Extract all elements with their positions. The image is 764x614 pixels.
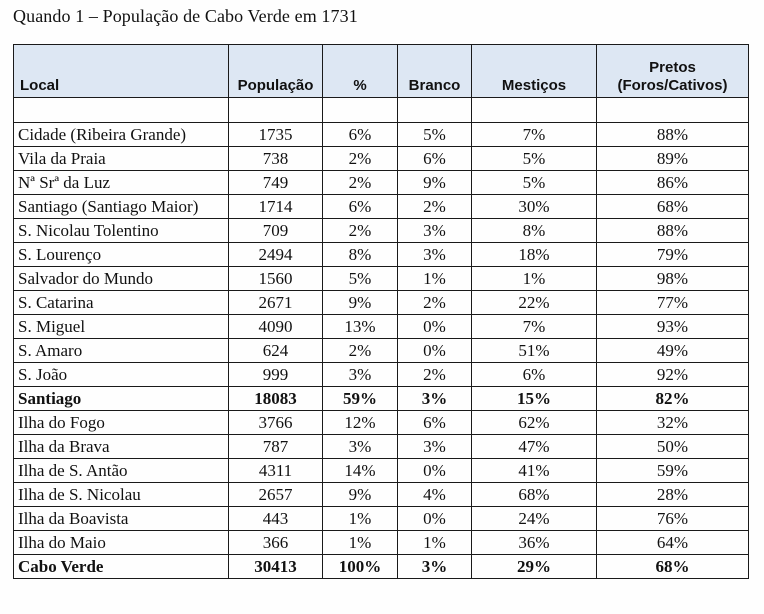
cell-percent: 2%	[323, 147, 398, 171]
cell-local: Nª Srª da Luz	[14, 171, 229, 195]
cell-pretos: 68%	[597, 195, 749, 219]
table-row	[14, 267, 749, 291]
cell-pretos: 76%	[597, 507, 749, 531]
cell-mesticos: 8%	[472, 219, 597, 243]
cell-percent: 5%	[323, 267, 398, 291]
cell-populacao: 1560	[229, 267, 323, 291]
cell-branco: 3%	[398, 387, 472, 411]
header-percent: %	[323, 45, 398, 98]
cell-pretos: 59%	[597, 459, 749, 483]
table-row	[14, 507, 749, 531]
table-row	[14, 291, 749, 315]
cell-local: S. João	[14, 363, 229, 387]
cell-percent: 1%	[323, 531, 398, 555]
cell-percent: 8%	[323, 243, 398, 267]
cell-branco: 0%	[398, 507, 472, 531]
cell-local: Santiago (Santiago Maior)	[14, 195, 229, 219]
population-table	[13, 44, 749, 579]
cell-local: S. Nicolau Tolentino	[14, 219, 229, 243]
cell-local: S. Catarina	[14, 291, 229, 315]
cell-local: Ilha da Boavista	[14, 507, 229, 531]
header-branco: Branco	[398, 45, 472, 98]
cell-percent: 3%	[323, 435, 398, 459]
table-row	[14, 483, 749, 507]
cell-pretos: 98%	[597, 267, 749, 291]
cell-branco: 3%	[398, 435, 472, 459]
cell-pretos: 89%	[597, 147, 749, 171]
cell-populacao: 749	[229, 171, 323, 195]
cell-percent: 9%	[323, 291, 398, 315]
cell-branco: 0%	[398, 315, 472, 339]
cell-local: S. Lourenço	[14, 243, 229, 267]
table-row	[14, 531, 749, 555]
cell-populacao: 366	[229, 531, 323, 555]
cell-populacao: 1735	[229, 123, 323, 147]
table-row	[14, 363, 749, 387]
cell-local: Vila da Praia	[14, 147, 229, 171]
cell-branco: 1%	[398, 531, 472, 555]
cell-populacao: 18083	[229, 387, 323, 411]
cell-populacao: 4311	[229, 459, 323, 483]
cell-percent: 2%	[323, 171, 398, 195]
cell-branco: 2%	[398, 195, 472, 219]
cell-mesticos: 29%	[472, 555, 597, 579]
cell-pretos: 77%	[597, 291, 749, 315]
cell-branco: 5%	[398, 123, 472, 147]
cell-percent: 2%	[323, 339, 398, 363]
cell-local: Cidade (Ribeira Grande)	[14, 123, 229, 147]
table-row	[14, 315, 749, 339]
cell-pretos: 32%	[597, 411, 749, 435]
cell-mesticos: 1%	[472, 267, 597, 291]
cell-branco: 0%	[398, 339, 472, 363]
cell-percent: 2%	[323, 219, 398, 243]
table-row	[14, 243, 749, 267]
cell-mesticos: 22%	[472, 291, 597, 315]
cell-local: S. Miguel	[14, 315, 229, 339]
cell-branco: 9%	[398, 171, 472, 195]
table-spacer-cell	[597, 98, 749, 123]
header-local: Local	[14, 45, 229, 98]
cell-branco: 3%	[398, 555, 472, 579]
table-caption: Quando 1 – População de Cabo Verde em 1731	[13, 6, 358, 26]
cell-local: Cabo Verde	[14, 555, 229, 579]
cell-populacao: 3766	[229, 411, 323, 435]
cell-populacao: 624	[229, 339, 323, 363]
cell-local: Ilha do Maio	[14, 531, 229, 555]
cell-mesticos: 51%	[472, 339, 597, 363]
cell-mesticos: 5%	[472, 171, 597, 195]
cell-mesticos: 41%	[472, 459, 597, 483]
cell-local: Santiago	[14, 387, 229, 411]
cell-branco: 3%	[398, 243, 472, 267]
cell-local: Salvador do Mundo	[14, 267, 229, 291]
header-pretos-line1: Pretos	[649, 59, 696, 76]
cell-populacao: 787	[229, 435, 323, 459]
table-spacer-cell	[323, 98, 398, 123]
table-row	[14, 219, 749, 243]
table-spacer-cell	[229, 98, 323, 123]
cell-mesticos: 7%	[472, 123, 597, 147]
cell-local: Ilha da Brava	[14, 435, 229, 459]
cell-mesticos: 24%	[472, 507, 597, 531]
cell-pretos: 28%	[597, 483, 749, 507]
cell-percent: 1%	[323, 507, 398, 531]
cell-branco: 2%	[398, 291, 472, 315]
table-spacer-cell	[472, 98, 597, 123]
cell-pretos: 68%	[597, 555, 749, 579]
cell-mesticos: 5%	[472, 147, 597, 171]
cell-branco: 2%	[398, 363, 472, 387]
cell-pretos: 49%	[597, 339, 749, 363]
table-row	[14, 171, 749, 195]
cell-percent: 9%	[323, 483, 398, 507]
cell-local: Ilha do Fogo	[14, 411, 229, 435]
cell-local: S. Amaro	[14, 339, 229, 363]
cell-percent: 6%	[323, 195, 398, 219]
cell-mesticos: 6%	[472, 363, 597, 387]
cell-percent: 13%	[323, 315, 398, 339]
cell-branco: 0%	[398, 459, 472, 483]
header-pretos	[597, 45, 749, 98]
cell-pretos: 50%	[597, 435, 749, 459]
cell-pretos: 79%	[597, 243, 749, 267]
cell-mesticos: 62%	[472, 411, 597, 435]
cell-pretos: 92%	[597, 363, 749, 387]
table-row	[14, 339, 749, 363]
table-spacer-cell	[14, 98, 229, 123]
table-row	[14, 147, 749, 171]
cell-percent: 14%	[323, 459, 398, 483]
cell-pretos: 82%	[597, 387, 749, 411]
cell-populacao: 4090	[229, 315, 323, 339]
cell-mesticos: 18%	[472, 243, 597, 267]
cell-populacao: 999	[229, 363, 323, 387]
cell-percent: 3%	[323, 363, 398, 387]
header-pretos-line2: (Foros/Cativos)	[617, 77, 728, 94]
table-row	[14, 435, 749, 459]
cell-local: Ilha de S. Nicolau	[14, 483, 229, 507]
cell-pretos: 88%	[597, 123, 749, 147]
cell-populacao: 1714	[229, 195, 323, 219]
table-row	[14, 123, 749, 147]
cell-percent: 6%	[323, 123, 398, 147]
table-row	[14, 411, 749, 435]
header-populacao: População	[229, 45, 323, 98]
cell-pretos: 93%	[597, 315, 749, 339]
table-row	[14, 555, 749, 579]
cell-mesticos: 30%	[472, 195, 597, 219]
table-spacer-row	[14, 98, 749, 123]
cell-branco: 6%	[398, 147, 472, 171]
cell-populacao: 443	[229, 507, 323, 531]
cell-pretos: 64%	[597, 531, 749, 555]
table-row	[14, 459, 749, 483]
table-row	[14, 195, 749, 219]
cell-mesticos: 7%	[472, 315, 597, 339]
cell-populacao: 2671	[229, 291, 323, 315]
table-body	[14, 98, 749, 579]
cell-branco: 6%	[398, 411, 472, 435]
table-row	[14, 387, 749, 411]
table-header-row	[14, 45, 749, 98]
cell-populacao: 738	[229, 147, 323, 171]
cell-percent: 59%	[323, 387, 398, 411]
cell-populacao: 30413	[229, 555, 323, 579]
cell-local: Ilha de S. Antão	[14, 459, 229, 483]
cell-pretos: 86%	[597, 171, 749, 195]
cell-mesticos: 36%	[472, 531, 597, 555]
cell-mesticos: 15%	[472, 387, 597, 411]
cell-populacao: 2657	[229, 483, 323, 507]
cell-percent: 12%	[323, 411, 398, 435]
cell-branco: 3%	[398, 219, 472, 243]
cell-branco: 1%	[398, 267, 472, 291]
cell-pretos: 88%	[597, 219, 749, 243]
cell-populacao: 709	[229, 219, 323, 243]
cell-percent: 100%	[323, 555, 398, 579]
header-mesticos: Mestiços	[472, 45, 597, 98]
table-spacer-cell	[398, 98, 472, 123]
cell-branco: 4%	[398, 483, 472, 507]
cell-mesticos: 47%	[472, 435, 597, 459]
cell-mesticos: 68%	[472, 483, 597, 507]
cell-populacao: 2494	[229, 243, 323, 267]
